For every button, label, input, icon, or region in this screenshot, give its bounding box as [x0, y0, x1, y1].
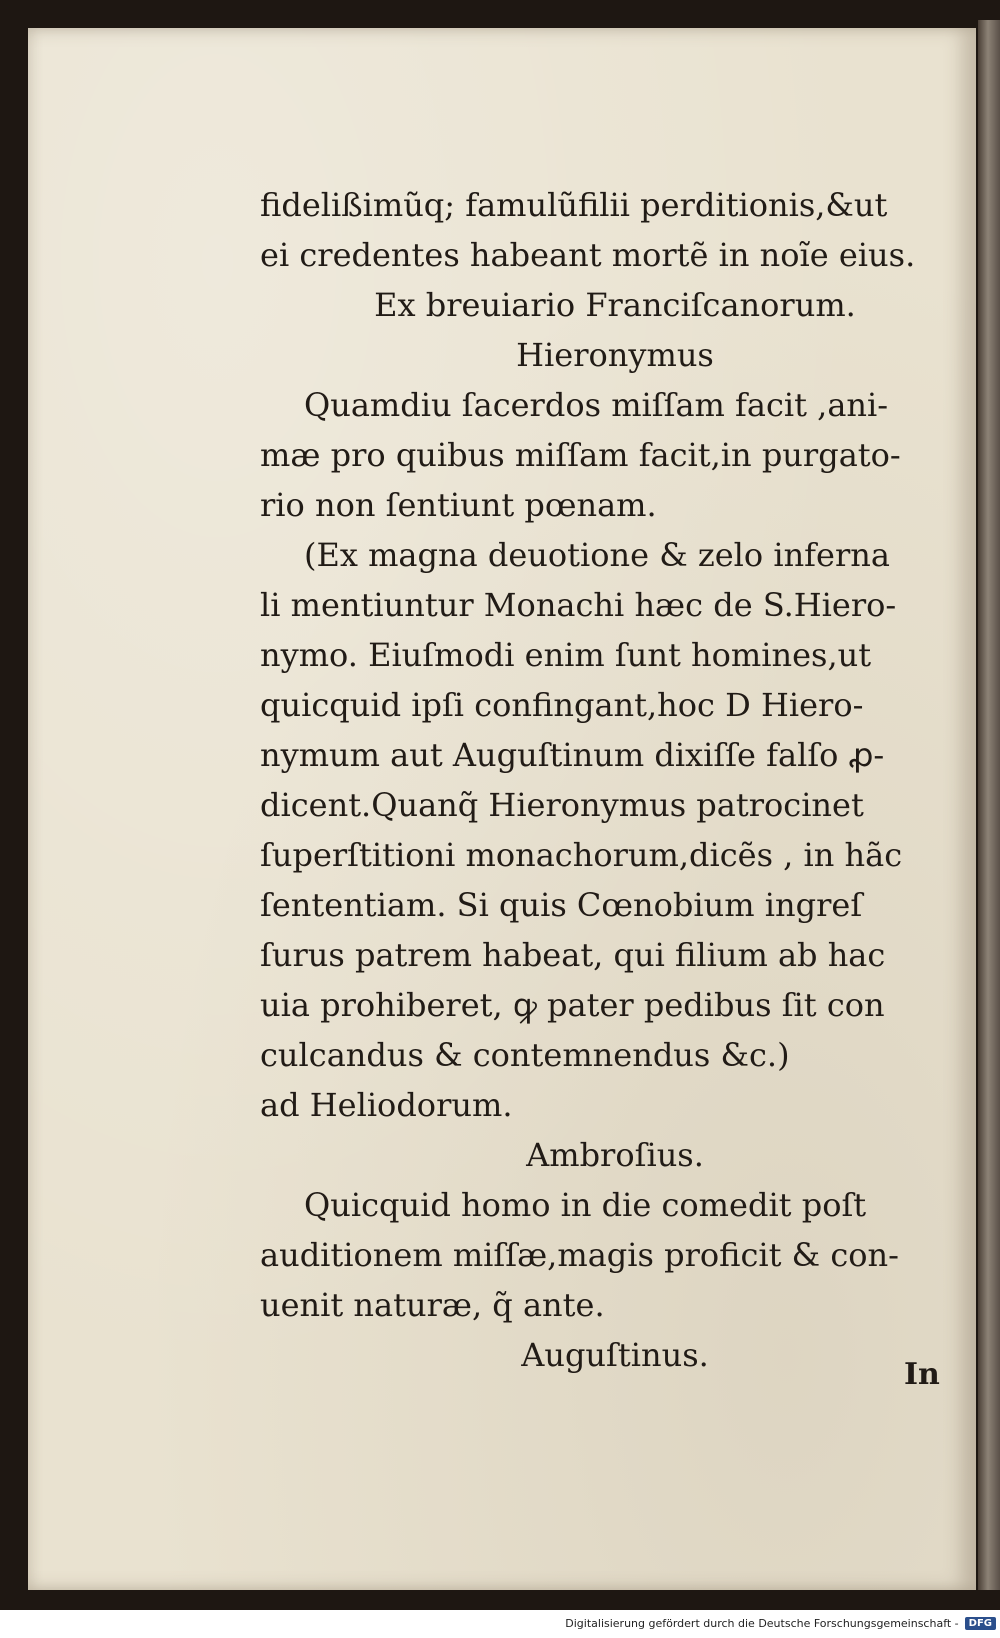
text-line: ad Heliodorum. — [260, 1086, 513, 1124]
text-line: (Ex magna deuotione & zelo inferna — [304, 536, 890, 574]
catchword: In — [904, 1357, 940, 1392]
text-line: uia prohiberet, ꝙ pater pedibus ſit con — [260, 986, 885, 1024]
text-line: rio non ſentiunt pœnam. — [260, 486, 657, 524]
text-line: dicent.Quanq̃ Hieronymus patrocinet — [260, 786, 864, 824]
text-line: quicquid ipſi confingant,hoc D Hiero- — [260, 686, 864, 724]
author-heading: Hieronymus — [516, 336, 714, 374]
text-line: auditionem miſſæ,magis proficit & con- — [260, 1236, 899, 1274]
text-line: nymo. Eiuſmodi enim ſunt homines,ut — [260, 636, 872, 674]
text-line: nymum aut Auguſtinum dixiſſe falſo ꝓ- — [260, 736, 885, 774]
author-heading: Auguſtinus. — [521, 1336, 709, 1374]
footer-credit-strip — [565, 1612, 1000, 1634]
text-line: ſuperſtitioni monachorum,dicẽs , in hãc — [260, 836, 903, 874]
text-line: ſurus patrem habeat, qui filium ab hac — [260, 936, 886, 974]
source-heading: Ex breuiario Franciſcanorum. — [374, 286, 856, 324]
text-line: li mentiuntur Monachi hæc de S.Hiero- — [260, 586, 897, 624]
author-heading: Ambroſius. — [526, 1136, 704, 1174]
dfg-logo-icon: DFG — [965, 1617, 996, 1630]
text-line: culcandus & contemnendus &c.) — [260, 1036, 790, 1074]
text-line: Quicquid homo in die comedit poſt — [304, 1186, 867, 1224]
text-line: Quamdiu ſacerdos miſſam facit ,ani- — [304, 386, 889, 424]
book-page — [28, 28, 976, 1590]
funding-credit: Digitalisierung gefördert durch die Deutsche Forschungsgemeinschaft - — [565, 1616, 959, 1630]
text-line: ſententiam. Si quis Cœnobium ingreſ — [260, 886, 863, 924]
text-line: fidelißimũq; famulũfilii perditionis,&ut — [260, 186, 888, 224]
book-page-edges — [978, 20, 1000, 1590]
text-line: mæ pro quibus miſſam facit,in purgato- — [260, 436, 901, 474]
text-line: ei credentes habeant mortẽ in noĩe eius. — [260, 236, 916, 274]
page-text — [260, 180, 970, 1380]
text-line: uenit naturæ, q̃ ante. — [260, 1286, 605, 1324]
